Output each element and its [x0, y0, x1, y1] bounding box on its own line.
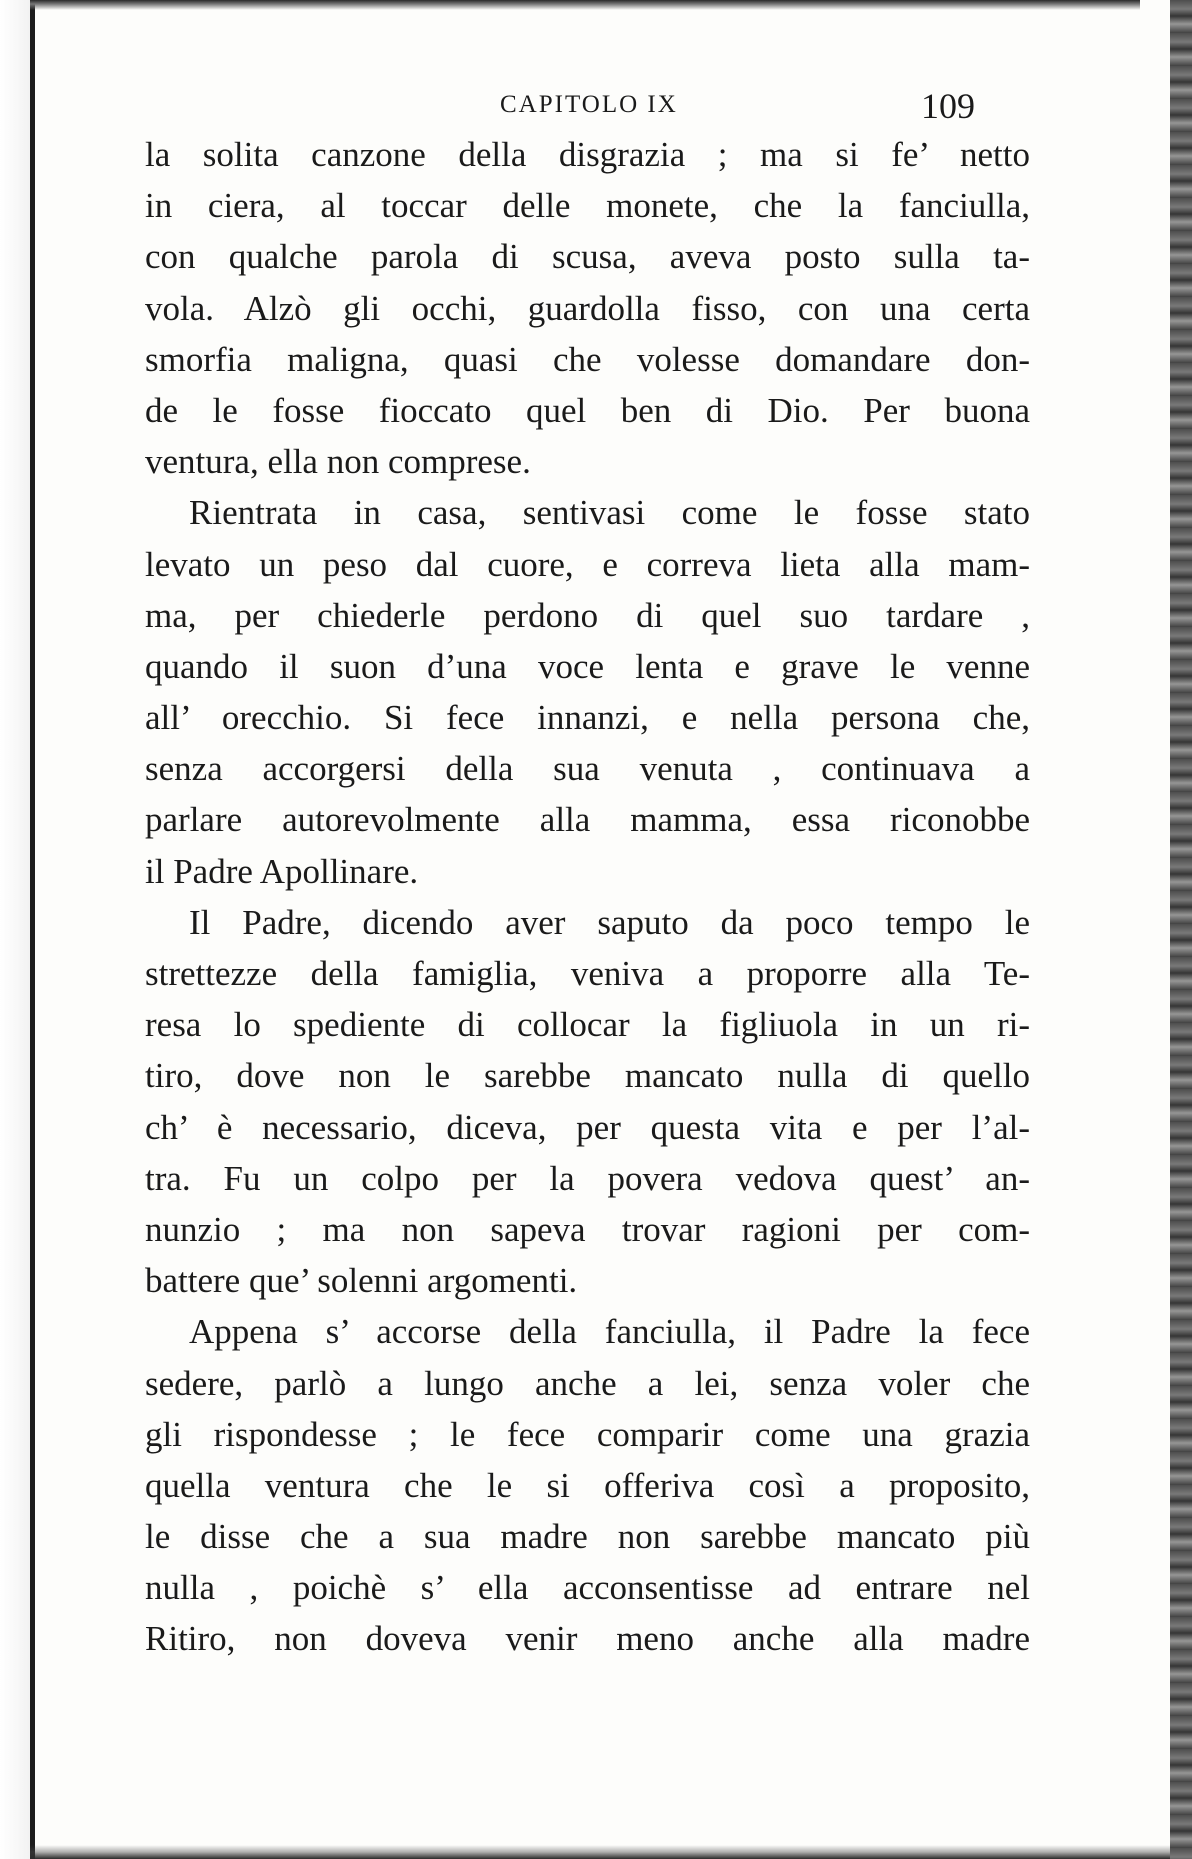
text-line: gli rispondesse ; le fece comparir come una grazia [145, 1414, 1030, 1454]
text-line: tra. Fu un colpo per la povera vedova quest’ an- [145, 1158, 1030, 1198]
text-line: quella ventura che le si offeriva così a proposito, [145, 1465, 1030, 1505]
text-line: vola. Alzò gli occhi, guardolla fisso, con una certa [145, 288, 1030, 328]
text-line: battere que’ solenni argomenti. [145, 1261, 578, 1301]
text-line: resa lo spediente di collocar la figliuola in un ri- [145, 1005, 1030, 1045]
text-line: ventura, ella non comprese. [145, 442, 531, 482]
paragraph-first-line: Il Padre, dicendo aver saputo da poco tempo le [189, 902, 1030, 942]
body-text [145, 129, 1030, 1665]
text-line: Ritiro, non doveva venir meno anche alla madre [145, 1619, 1030, 1659]
page-right-edge [1170, 0, 1192, 1859]
paragraph-first-line: Appena s’ accorse della fanciulla, il Padre la fece [189, 1312, 1030, 1352]
text-line: sedere, parlò a lungo anche a lei, senza voler che [145, 1363, 1030, 1403]
text-line: de le fosse fioccato quel ben di Dio. Per buona [145, 390, 1030, 430]
text-line: parlare autorevolmente alla mamma, essa riconobbe [145, 800, 1030, 840]
text-line: nulla , poichè s’ ella acconsentisse ad entrare nel [145, 1568, 1030, 1608]
text-line: ma, per chiederle perdono di quel suo tardare , [145, 595, 1030, 635]
text-line: all’ orecchio. Si fece innanzi, e nella persona che, [145, 698, 1030, 738]
text-line: strettezze della famiglia, veniva a proporre alla Te- [145, 954, 1030, 993]
text-line: levato un peso dal cuore, e correva lieta alla mam- [145, 544, 1030, 584]
page-left-edge [30, 0, 35, 1859]
text-line: con qualche parola di scusa, aveva posto sulla ta- [145, 237, 1030, 277]
page-number: 109 [921, 86, 975, 126]
page-top-edge [30, 0, 1140, 10]
text-line: le disse che a sua madre non sarebbe mancato più [145, 1517, 1030, 1557]
text-line: in ciera, al toccar delle monete, che la fanciulla, [145, 186, 1030, 226]
page-left-shadow [0, 0, 30, 1859]
text-line: nunzio ; ma non sapeva trovar ragioni per com- [145, 1209, 1030, 1249]
text-line: smorfia maligna, quasi che volesse domandare don- [145, 339, 1030, 379]
page-bottom-edge [30, 1845, 1170, 1859]
text-line: senza accorgersi della sua venuta , continuava a [145, 749, 1030, 789]
text-line: ch’ è necessario, diceva, per questa vita e per l’al- [145, 1107, 1030, 1147]
text-line: tiro, dove non le sarebbe mancato nulla di quello [145, 1056, 1030, 1096]
text-line: la solita canzone della disgrazia ; ma si fe’ netto [145, 135, 1030, 174]
text-line: quando il suon d’una voce lenta e grave le venne [145, 646, 1030, 686]
text-line: il Padre Apollinare. [145, 851, 419, 891]
page-header [145, 85, 1030, 125]
paragraph-first-line: Rientrata in casa, sentivasi come le fosse stato [189, 493, 1030, 533]
running-title: CAPITOLO IX [500, 91, 678, 118]
